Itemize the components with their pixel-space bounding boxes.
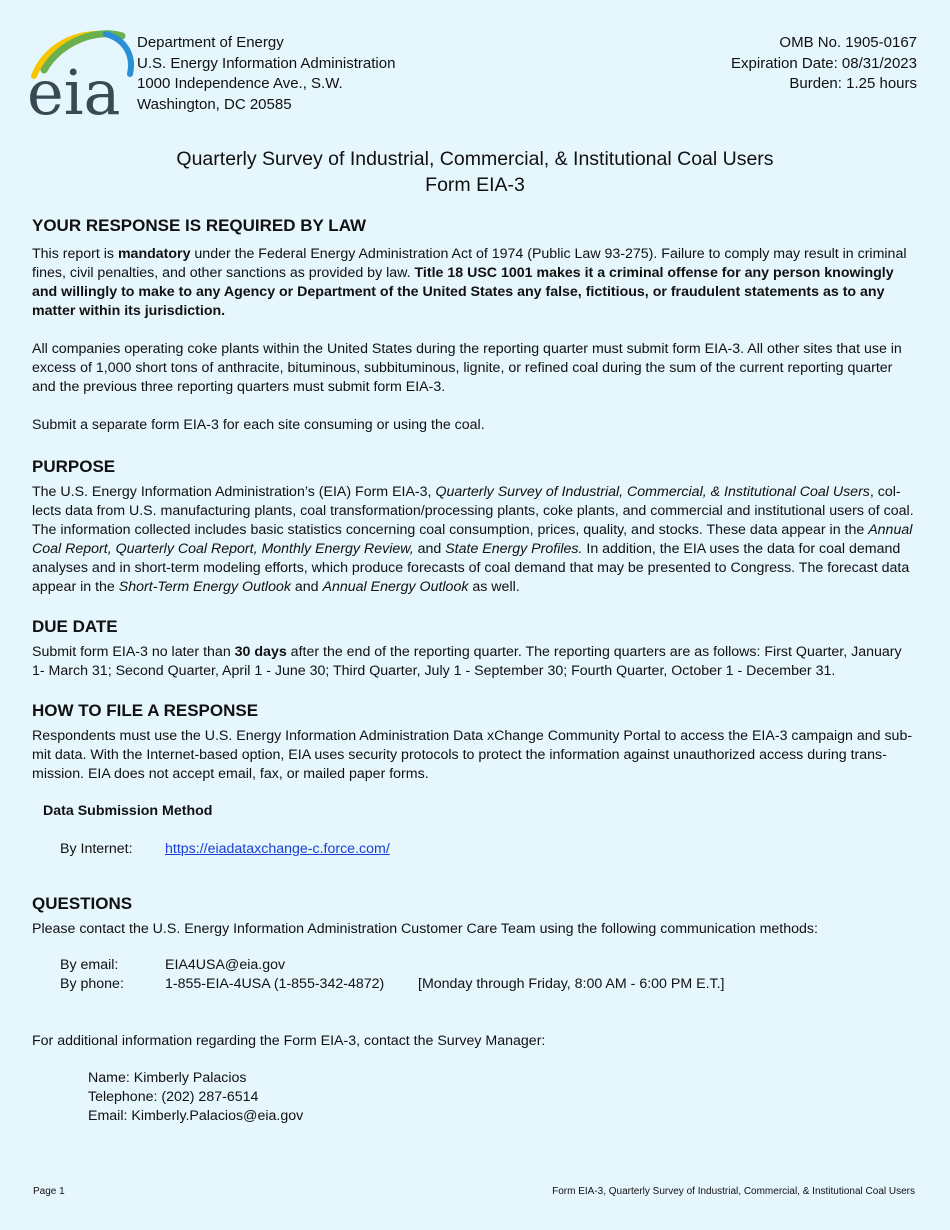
- phone-value: 1-855-EIA-4USA (1-855-342-4872): [165, 976, 385, 992]
- form-title: [0, 146, 950, 198]
- file-paragraph: Respondents must use the U.S. Energy Information Administration Data xChange Community Portal to access the EIA-3 campaign and submit data. With the Internet-based option, EIA uses security protocols to protect the information against unauthorized access during transmission. EIA does not accept email, fax, or mailed paper forms.: [32, 728, 913, 782]
- manager-phone: Telephone: (202) 287-6514: [88, 1089, 259, 1105]
- publication-title: Short-Term Energy Outlook: [118, 579, 291, 595]
- publication-title: State Energy Profiles.: [445, 541, 583, 557]
- separate-form-paragraph: Submit a separate form EIA-3 for each site consuming or using the coal.: [32, 417, 485, 433]
- additional-info-paragraph: For additional information regarding the Form EIA-3, contact the Survey Manager:: [32, 1033, 546, 1049]
- agency-line: Washington, DC 20585: [137, 96, 292, 114]
- footer-form-title: Form EIA-3, Quarterly Survey of Industrial, Commercial, & Institutional Coal Users: [552, 1186, 915, 1197]
- submission-method-heading: Data Submission Method: [43, 803, 213, 819]
- purpose-text: and: [290, 579, 323, 595]
- phone-hours: [Monday through Friday, 8:00 AM - 6:00 PM E.T.]: [418, 976, 725, 992]
- survey-title-italic: Quarterly Survey of Industrial, Commercial, & Institutional Coal Users: [435, 484, 870, 500]
- phone-label: By phone:: [60, 976, 124, 992]
- phone-row: [60, 975, 918, 994]
- publication-titles: Annual Coal Report, Quarterly Coal Report, Monthly Energy Review,: [32, 522, 913, 557]
- purpose-text: The U.S. Energy Information Administration’s (EIA) Form EIA-3,: [32, 484, 436, 500]
- law-text: under the Federal Energy Administration Act of 1974 (Public Law 93-275). Failure to comply may result in criminal fines, civil penalties, and other sanctions as provided by law.: [32, 246, 907, 281]
- agency-line: Department of Energy: [137, 34, 284, 51]
- criminal-offense-text: Title 18 USC 1001 makes it a criminal offense for any person knowingly and willingly to make to any Agency or Department of the United States any false, fictitious, or fraudulent statements as to any matter within its jurisdiction.: [32, 265, 894, 319]
- expiration-date: Expiration Date: 08/31/2023: [731, 54, 917, 72]
- agency-line: U.S. Energy Information Administration: [137, 54, 396, 72]
- email-label: By email:: [60, 957, 119, 973]
- title-line-1: Quarterly Survey of Industrial, Commercial, & Institutional Coal Users: [176, 148, 774, 170]
- omb-info: [731, 33, 917, 95]
- manager-name: Name: Kimberly Palacios: [88, 1070, 247, 1086]
- purpose-text: as well.: [468, 579, 520, 595]
- due-date-heading: DUE DATE: [32, 617, 118, 636]
- email-value: EIA4USA@eia.gov: [165, 957, 286, 973]
- submission-portal-link[interactable]: https://eiadataxchange-c.force.com/: [165, 841, 390, 857]
- mandatory-text: mandatory: [117, 246, 191, 262]
- agency-address: [137, 33, 395, 116]
- law-heading: YOUR RESPONSE IS REQUIRED BY LAW: [32, 216, 367, 235]
- purpose-text: In addition, the EIA uses the data for coal demand analyses and in short-term modeling efforts, which produce forecasts of coal demand that may be presented to Congress. The forecast data appear in the: [32, 541, 910, 595]
- email-row: [60, 956, 918, 975]
- form-content: [32, 214, 918, 1126]
- purpose-text: , collects data from U.S. manufacturing plants, coal transformation/processing plants, coke plants, and commercial and institutional users of coal. The information collected includes basic statistics concerning coal consumption, prices, quality, and stocks. These data appear in the: [32, 484, 914, 538]
- agency-line: 1000 Independence Ave., S.W.: [137, 75, 343, 93]
- purpose-paragraph: [32, 483, 918, 597]
- due-date-paragraph: [32, 643, 918, 681]
- questions-intro: Please contact the U.S. Energy Information Administration Customer Care Team using the following communication methods:: [32, 921, 818, 937]
- eligibility-paragraph: All companies operating coke plants within the United States during the reporting quarter must submit form EIA-3. All other sites that use in excess of 1,000 short tons of anthracite, bituminous, subbituminous, lignite, or refined coal during the sum of the current reporting quarter and the previous three reporting quarters must submit form EIA-3.: [32, 341, 902, 395]
- file-heading: HOW TO FILE A RESPONSE: [32, 701, 259, 720]
- publication-title: Annual Energy Outlook: [322, 579, 469, 595]
- law-text: This report is: [32, 246, 118, 262]
- eia-logo: [26, 26, 134, 118]
- omb-number: OMB No. 1905-0167: [779, 34, 917, 51]
- questions-heading: QUESTIONS: [32, 894, 133, 913]
- internet-label: By Internet:: [60, 841, 133, 857]
- logo-text: eia: [27, 56, 121, 118]
- manager-email: Email: Kimberly.Palacios@eia.gov: [88, 1108, 304, 1124]
- purpose-text: and: [413, 541, 446, 557]
- purpose-heading: PURPOSE: [32, 457, 116, 476]
- page-number: Page 1: [33, 1186, 65, 1197]
- due-days: 30 days: [234, 644, 287, 660]
- burden: Burden: 1.25 hours: [789, 75, 917, 93]
- internet-row: [60, 840, 918, 859]
- due-text: Submit form EIA-3 no later than: [32, 644, 235, 660]
- survey-manager-contact: [88, 1069, 918, 1126]
- law-paragraph: [32, 245, 918, 321]
- due-text: after the end of the reporting quarter. The reporting quarters are as follows: First Quarter, January 1- March 31; Second Quarter, April 1 - June 30; Third Quarter, July 1 - September 30; Fourth Quarter, October 1 - December 31.: [32, 644, 902, 679]
- title-line-2: Form EIA-3: [425, 174, 525, 196]
